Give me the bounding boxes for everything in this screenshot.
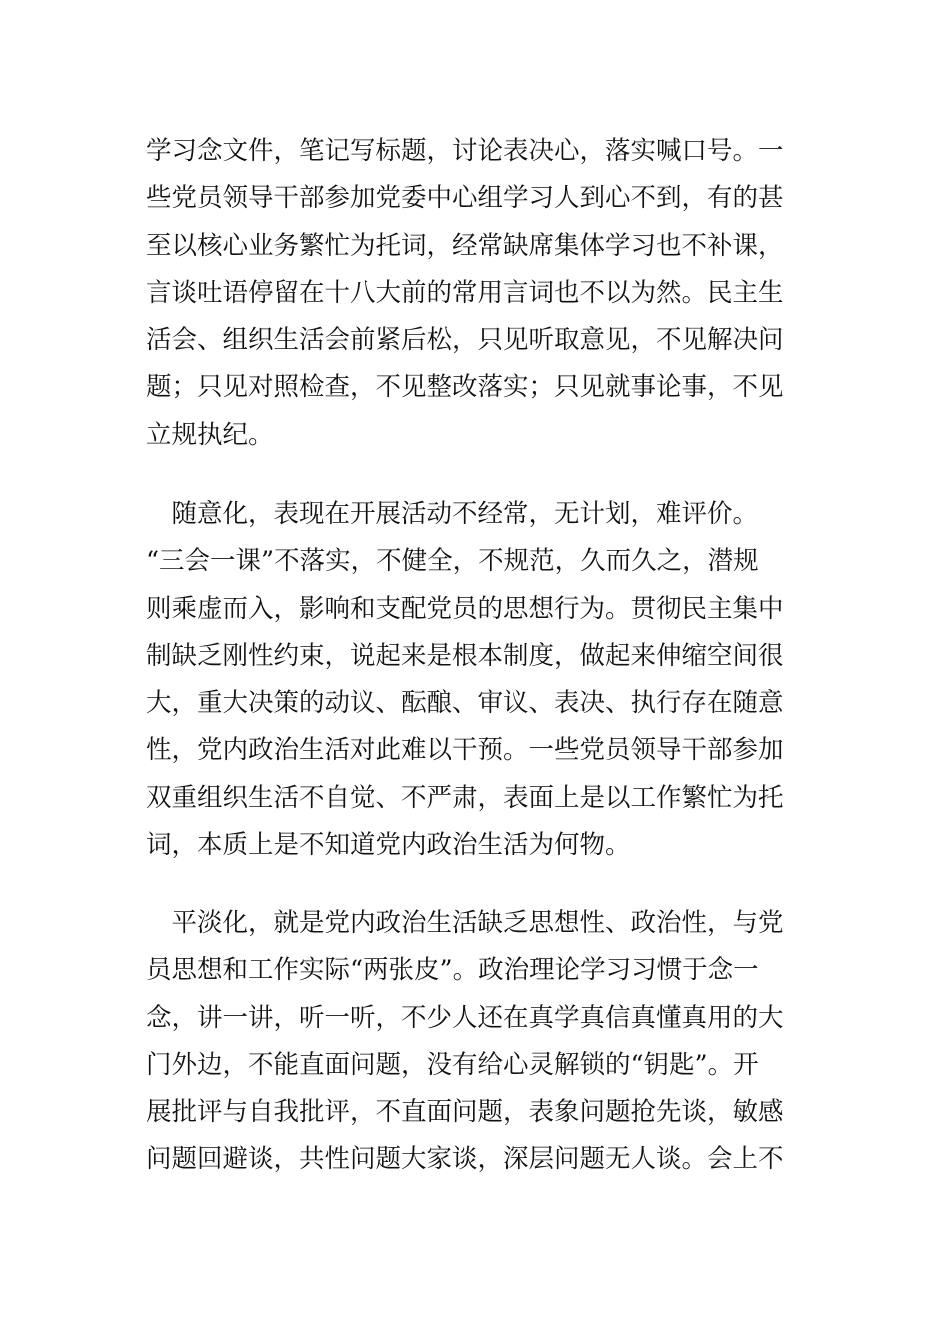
text-line: 活会、组织生活会前紧后松，只见听取意见，不见解决问 [146,325,784,356]
text-line: 问题回避谈，共性问题大家谈，深层问题无人谈。会上不 [146,1144,784,1175]
text-line: 展批评与自我批评，不直面问题，表象问题抢先谈，敏感 [146,1097,784,1128]
text-line: 些党员领导干部参加党委中心组学习人到心不到，有的甚 [146,183,784,214]
text-line: 题；只见对照检查，不见整改落实；只见就事论事，不见 [146,372,784,403]
paragraph-2 [146,491,796,869]
text-line: 至以核心业务繁忙为托词，经常缺席集体学习也不补课， [146,230,784,261]
text-line: “三会一课”不落实，不健全，不规范，久而久之，潜规 [146,546,759,577]
text-line: 言谈吐语停留在十八大前的常用言词也不以为然。民主生 [146,277,784,308]
text-line: 学习念文件，笔记写标题，讨论表决心，落实喊口号。一 [146,136,784,166]
text-line: 念，讲一讲，听一听，不少人还在真学真信真懂真用的大 [146,1002,784,1033]
text-line: 员思想和工作实际“两张皮”。政治理论学习习惯于念一 [146,955,759,986]
text-line: 大，重大决策的动议、酝酿、审议、表决、执行存在随意 [146,688,784,719]
paragraph-3 [146,900,796,1184]
text-line: 门外边，不能直面问题，没有给心灵解锁的“钥匙”。开 [146,1049,759,1080]
text-line: 词，本质上是不知道党内政治生活为何物。 [146,830,631,861]
text-line: 立规执纪。 [146,419,274,450]
paragraph-1 [146,128,796,459]
text-line: 双重组织生活不自觉、不严肃，表面上是以工作繁忙为托 [146,782,784,813]
text-line: 平淡化，就是党内政治生活缺乏思想性、政治性，与党 [146,908,784,938]
text-line: 性，党内政治生活对此难以干预。一些党员领导干部参加 [146,735,784,766]
text-line: 制缺乏刚性约束，说起来是根本制度，做起来伸缩空间很 [146,640,784,671]
text-line: 随意化，表现在开展活动不经常，无计划，难评价。 [146,499,759,529]
text-line: 则乘虚而入，影响和支配党员的思想行为。贯彻民主集中 [146,593,784,624]
